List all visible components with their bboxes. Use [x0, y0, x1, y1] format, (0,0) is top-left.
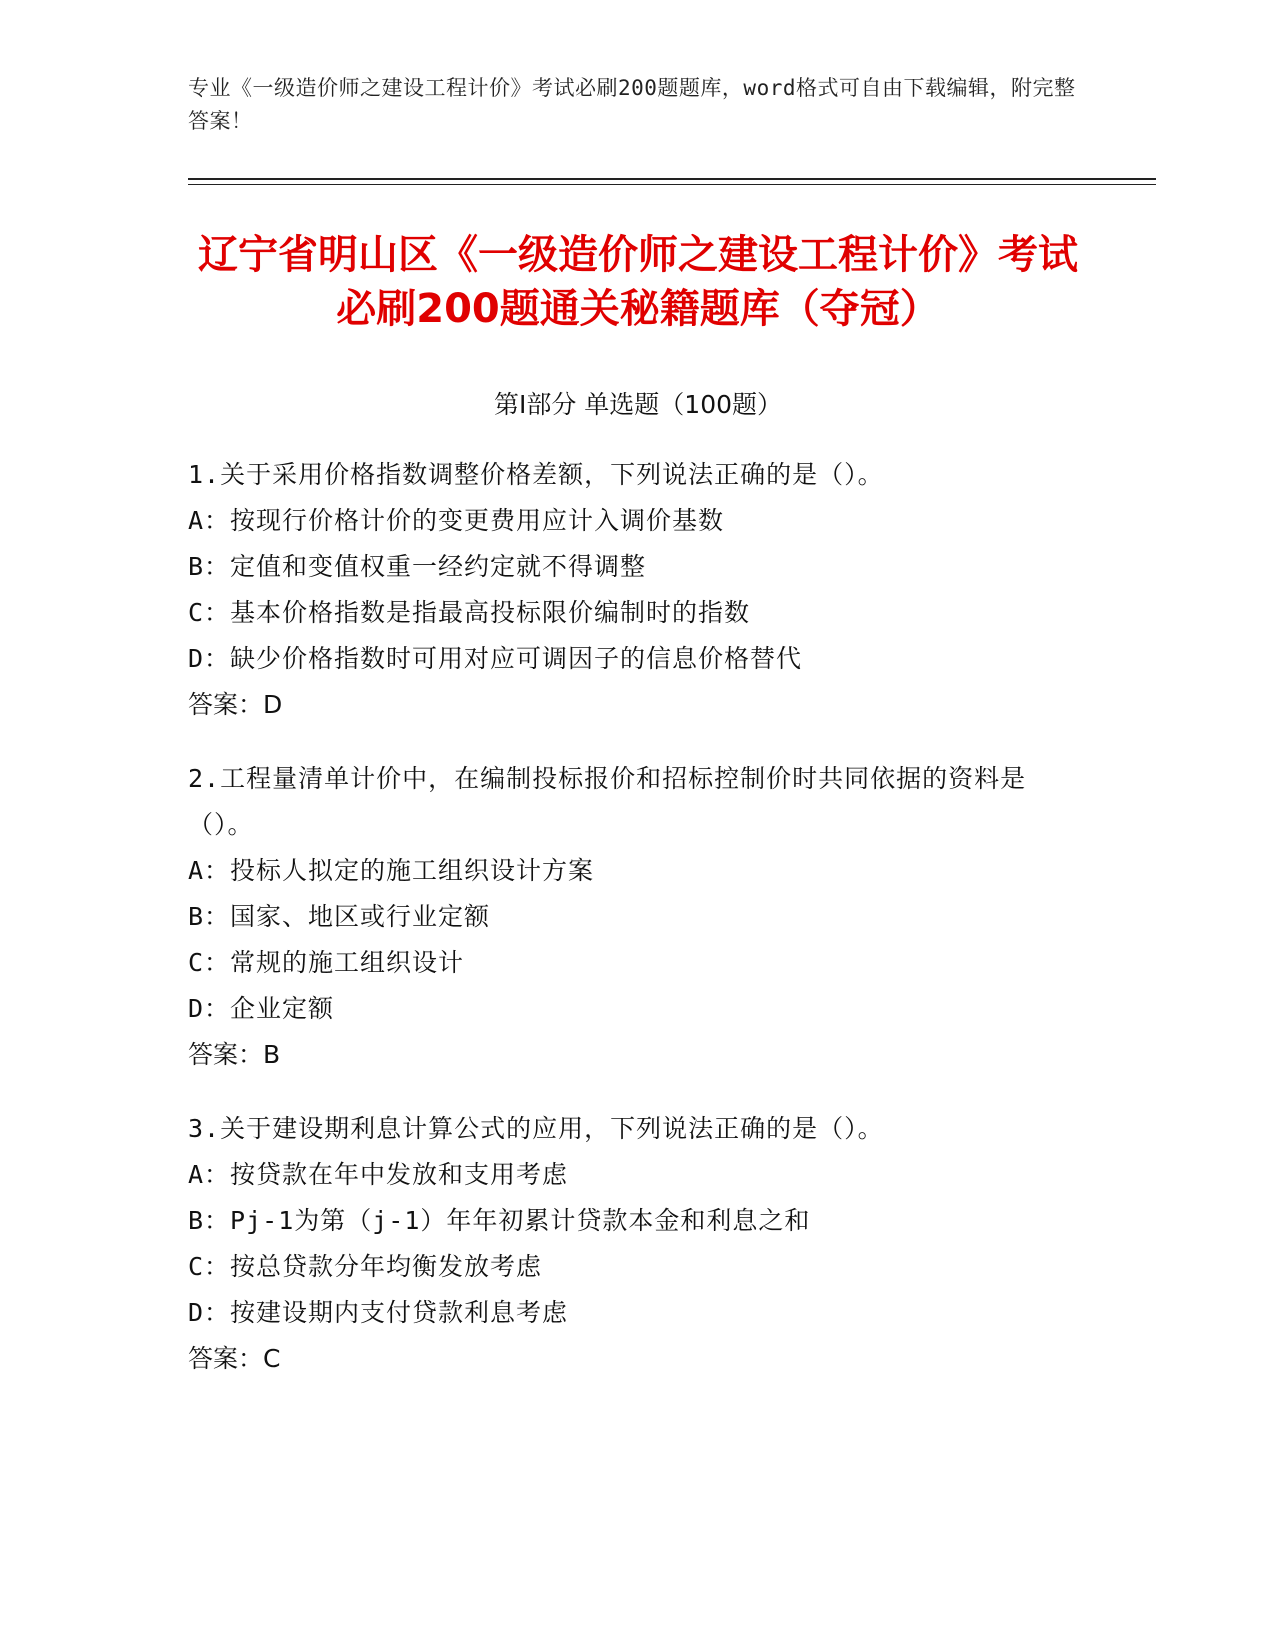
option-a: A：按贷款在年中发放和支用考虑 [188, 1160, 569, 1189]
answer: 答案：B [188, 1040, 281, 1069]
option-a: A：投标人拟定的施工组织设计方案 [188, 856, 595, 885]
document-title: 辽宁省明山区《一级造价师之建设工程计价》考试必刷200题通关秘籍题库（夺冠） [198, 232, 1078, 332]
option-d: D：企业定额 [188, 994, 335, 1023]
section-heading: 第Ⅰ部分 单选题（100题） [493, 390, 783, 419]
answer: 答案：D [188, 690, 283, 719]
option-d: D：按建设期内支付贷款利息考虑 [188, 1298, 569, 1327]
option-d: D：缺少价格指数时可用对应可调因子的信息价格替代 [188, 644, 803, 673]
header-divider-thin [188, 184, 1156, 185]
question-3 [188, 1106, 1088, 1382]
option-a: A：按现行价格计价的变更费用应计入调价基数 [188, 506, 725, 535]
question-2 [188, 756, 1088, 1078]
header-note: 专业《一级造价师之建设工程计价》考试必刷200题题库，word格式可自由下载编辑，附完整答案！ [188, 76, 1076, 133]
option-c: C：基本价格指数是指最高投标限价编制时的指数 [188, 598, 751, 627]
option-c: C：按总贷款分年均衡发放考虑 [188, 1252, 543, 1281]
header-divider-thick [188, 178, 1156, 180]
question-stem: 3.关于建设期利息计算公式的应用，下列说法正确的是（）。 [188, 1114, 884, 1143]
question-stem: 2.工程量清单计价中，在编制投标报价和招标控制价时共同依据的资料是（）。 [188, 764, 1027, 839]
question-1 [188, 452, 1088, 728]
option-b: B：Pj-1为第（j-1）年年初累计贷款本金和利息之和 [188, 1206, 811, 1235]
question-stem: 1.关于采用价格指数调整价格差额，下列说法正确的是（）。 [188, 460, 884, 489]
option-c: C：常规的施工组织设计 [188, 948, 465, 977]
option-b: B：国家、地区或行业定额 [188, 902, 491, 931]
option-b: B：定值和变值权重一经约定就不得调整 [188, 552, 647, 581]
answer: 答案：C [188, 1344, 281, 1373]
